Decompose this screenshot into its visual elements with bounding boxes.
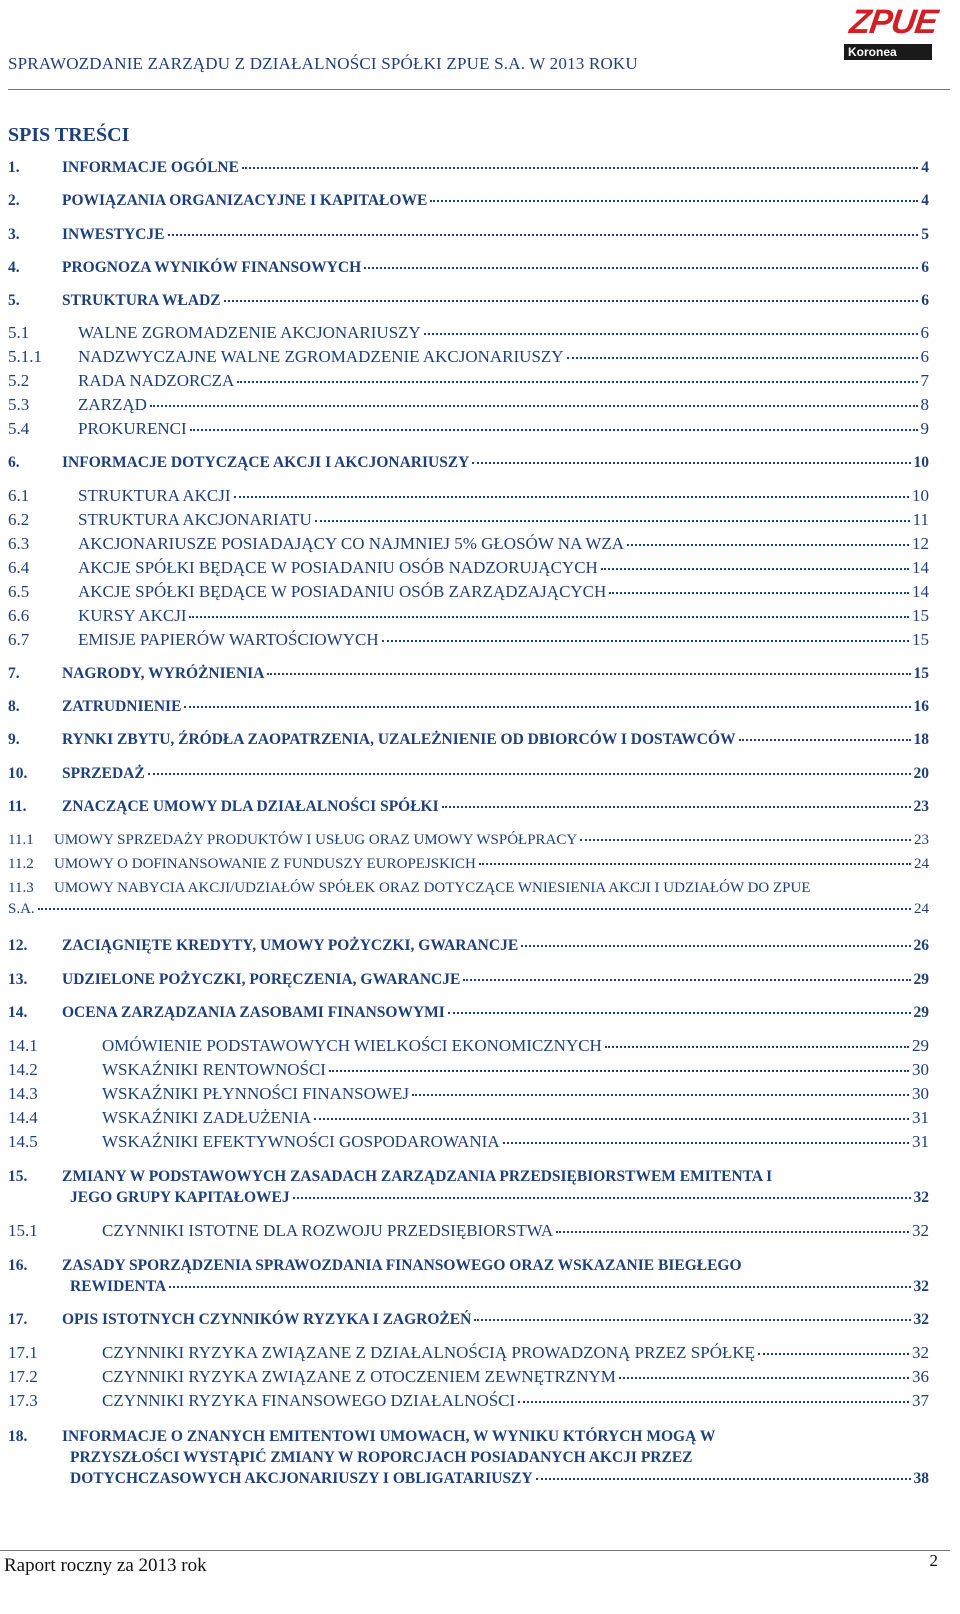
toc-entry-number: 11.3 <box>8 880 34 896</box>
toc-entry-label: JEGO GRUPY KAPITAŁOWEJ <box>70 1189 290 1206</box>
toc-entry-page: 23 <box>913 798 929 815</box>
footer-page-number: 2 <box>929 1551 938 1570</box>
toc-dot-leader <box>567 356 918 359</box>
toc-entry-number: 4. <box>8 259 20 276</box>
toc-entry-number: 6.2 <box>8 510 30 529</box>
koronea-logo-band <box>844 44 932 60</box>
toc-dot-leader <box>463 978 910 981</box>
toc-entry[interactable] <box>8 225 929 245</box>
toc-dot-leader <box>293 1196 911 1199</box>
toc-entry-page: 7 <box>920 371 929 390</box>
toc-dot-leader <box>224 299 919 302</box>
toc-entry-number: 5.4 <box>8 419 30 438</box>
toc-entry-number: 11.2 <box>8 856 34 872</box>
toc-entry-page: 32 <box>913 1189 929 1206</box>
toc-entry-page: 24 <box>914 856 929 872</box>
toc-entry-label: OCENA ZARZĄDZANIA ZASOBAMI FINANSOWYMI <box>62 1004 445 1021</box>
toc-title: SPIS TREŚCI <box>8 124 130 146</box>
toc-entry-label: UDZIELONE POŻYCZKI, PORĘCZENIA, GWARANCJE <box>62 971 461 988</box>
toc-entry-page: 26 <box>913 937 929 954</box>
toc-entry-page: 9 <box>920 419 929 438</box>
toc-entry[interactable] <box>8 1221 929 1241</box>
toc-entry-page: 31 <box>912 1108 929 1127</box>
toc-entry-number: 14.3 <box>8 1084 38 1103</box>
toc-entry-label-line <box>62 1255 929 1276</box>
toc-dot-leader <box>448 1011 911 1014</box>
toc-dot-leader <box>150 404 918 407</box>
toc-entry-label: CZYNNIKI ISTOTNE DLA ROZWOJU PRZEDSIĘBIORSTWA <box>102 1221 554 1240</box>
toc-entry[interactable] <box>8 1310 929 1330</box>
toc-entry-number: 5.2 <box>8 371 30 390</box>
toc-entry-page: 8 <box>920 395 929 414</box>
toc-entry-label-line <box>54 878 929 899</box>
toc-entry-number: 17.3 <box>8 1391 38 1410</box>
toc-entry-label: KURSY AKCJI <box>78 606 187 625</box>
toc-entry-label: PROKURENCI <box>78 419 187 438</box>
toc-entry-number: 6.5 <box>8 582 30 601</box>
toc-entry-number: 15. <box>8 1168 28 1185</box>
toc-entry[interactable] <box>8 1003 929 1023</box>
toc-entry[interactable] <box>8 347 929 367</box>
toc-entry-page: 37 <box>912 1391 929 1410</box>
toc-entry-label: CZYNNIKI RYZYKA FINANSOWEGO DZIAŁALNOŚCI <box>102 1391 516 1410</box>
toc-entry-label: WSKAŹNIKI PŁYNNOŚCI FINANSOWEJ <box>102 1084 409 1103</box>
toc-entry-page: 29 <box>913 1004 929 1021</box>
toc-entry-number: 8. <box>8 698 20 715</box>
toc-dot-leader <box>609 591 909 594</box>
toc-entry-label: ZARZĄD <box>78 395 147 414</box>
toc-entry[interactable] <box>8 258 929 278</box>
toc-entry-label: RYNKI ZBYTU, ŹRÓDŁA ZAOPATRZENIA, UZALEŻNIENIE OD DBIORCÓW I DOSTAWCÓW <box>62 731 736 748</box>
toc-entry-label: SPRZEDAŻ <box>62 765 145 782</box>
toc-entry-page: 16 <box>913 698 929 715</box>
toc-entry-page: 14 <box>912 558 929 577</box>
toc-entry-page: 10 <box>913 454 929 471</box>
toc-entry-lines <box>62 1426 929 1489</box>
toc-entry-number: 15.1 <box>8 1221 38 1240</box>
toc-entry-number: 2. <box>8 192 20 209</box>
toc-dot-leader <box>518 1400 909 1403</box>
toc-entry[interactable] <box>8 486 929 506</box>
toc-entry-label: S.A. <box>8 901 35 917</box>
toc-dot-leader <box>382 639 909 642</box>
toc-dot-leader <box>619 1376 909 1379</box>
toc-entry-label-line <box>8 899 929 920</box>
toc-entry-label: WSKAŹNIKI ZADŁUŻENIA <box>102 1108 312 1127</box>
toc-entry-number: 11.1 <box>8 832 34 848</box>
toc-dot-leader <box>479 862 911 865</box>
toc-entry-number: 14.2 <box>8 1060 38 1079</box>
toc-entry[interactable] <box>8 797 929 817</box>
toc-entry-number: 6.1 <box>8 486 30 505</box>
toc-entry-label: ZATRUDNIENIE <box>62 698 182 715</box>
toc-dot-leader <box>38 907 911 910</box>
toc-entry-number: 14.5 <box>8 1132 38 1151</box>
toc-entry-label-line <box>70 1276 929 1297</box>
toc-dot-leader <box>190 428 918 431</box>
toc-entry-label: PRZYSZŁOŚCI WYSTĄPIĆ ZMIANY W ROPORCJACH POSIADANYCH AKCJI PRZEZ <box>70 1449 693 1466</box>
toc-entry-number: 14.1 <box>8 1036 38 1055</box>
toc-entry-page: 30 <box>912 1060 929 1079</box>
zpue-logo-mark: ZPUE <box>847 3 940 41</box>
toc-dot-leader <box>521 944 910 947</box>
toc-dot-leader <box>148 772 911 775</box>
toc-entry-page: 6 <box>921 292 929 309</box>
toc-entry-page: 15 <box>912 606 929 625</box>
toc-dot-leader <box>739 738 911 741</box>
toc-entry-label: NADZWYCZAJNE WALNE ZGROMADZENIE AKCJONARIUSZY <box>78 347 564 366</box>
toc-entry-lines <box>62 1166 929 1208</box>
toc-entry-page: 30 <box>912 1084 929 1103</box>
toc-entry-number: 6.7 <box>8 630 30 649</box>
toc-dot-leader <box>242 166 918 169</box>
toc-entry[interactable] <box>8 582 929 602</box>
toc-entry-number: 5.1 <box>8 323 30 342</box>
toc-entry-label: STRUKTURA AKCJI <box>78 486 231 505</box>
toc-entry-page: 31 <box>912 1132 929 1151</box>
toc-entry[interactable] <box>8 1391 929 1411</box>
toc-dot-leader <box>315 519 910 522</box>
toc-entry-number: 16. <box>8 1257 28 1274</box>
toc-entry-label: DOTYCHCZASOWYCH AKCJONARIUSZY I OBLIGATARIUSZY <box>70 1470 533 1487</box>
toc-entry-number: 13. <box>8 971 28 988</box>
toc-entry-label: INFORMACJE OGÓLNE <box>62 159 239 176</box>
toc-entry-number: 18. <box>8 1428 28 1445</box>
toc-entry-label: CZYNNIKI RYZYKA ZWIĄZANE Z DZIAŁALNOŚCIĄ PROWADZONĄ PRZEZ SPÓŁKĘ <box>102 1343 756 1362</box>
toc-entry-label: AKCJE SPÓŁKI BĘDĄCE W POSIADANIU OSÓB ZARZĄDZAJĄCYCH <box>78 582 607 601</box>
toc-entry-number: 17.2 <box>8 1367 38 1386</box>
toc-entry[interactable] <box>8 395 929 415</box>
toc-entry-label-line <box>70 1468 929 1489</box>
toc-entry-label: REWIDENTA <box>70 1278 167 1295</box>
toc-dot-leader <box>237 380 917 383</box>
zpue-logo <box>842 2 940 62</box>
toc-entry-label: NAGRODY, WYRÓŻNIENIA <box>62 665 265 682</box>
toc-entry-label: WSKAŹNIKI RENTOWNOŚCI <box>102 1060 326 1079</box>
toc-dot-leader <box>580 838 911 841</box>
toc-entry-label: ZACIĄGNIĘTE KREDYTY, UMOWY POŻYCZKI, GWARANCJE <box>62 937 519 954</box>
toc-entry-lines <box>62 1255 929 1297</box>
toc-entry-label: ZMIANY W PODSTAWOWYCH ZASADACH ZARZĄDZANIA PRZEDSIĘBIORSTWEM EMITENTA I <box>62 1168 773 1185</box>
toc-entry[interactable] <box>8 730 929 750</box>
toc-dot-leader <box>412 1093 909 1096</box>
toc-entry-page: 4 <box>921 159 929 176</box>
toc-dot-leader <box>503 1141 909 1144</box>
toc-entry-number: 6.4 <box>8 558 30 577</box>
toc-entry-page: 20 <box>913 765 929 782</box>
toc-entry-label: UMOWY SPRZEDAŻY PRODUKTÓW I USŁUG ORAZ UMOWY WSPÓŁPRACY <box>54 832 578 848</box>
toc-entry-label: WALNE ZGROMADZENIE AKCJONARIUSZY <box>78 323 421 342</box>
toc-entry-number: 11. <box>8 798 27 815</box>
toc-entry-label: STRUKTURA WŁADZ <box>62 292 221 309</box>
toc-entry-label-line <box>70 1447 929 1468</box>
toc-entry-page: 6 <box>920 323 929 342</box>
toc-entry[interactable] <box>8 606 929 626</box>
toc-entry-page: 11 <box>912 510 929 529</box>
toc-entry[interactable] <box>8 830 929 850</box>
toc-entry[interactable] <box>8 323 929 343</box>
toc-entry[interactable] <box>8 1084 929 1104</box>
report-header-title: SPRAWOZDANIE ZARZĄDU Z DZIAŁALNOŚCI SPÓŁKI ZPUE S.A. W 2013 ROKU <box>8 54 638 73</box>
toc-entry-label: INFORMACJE DOTYCZĄCE AKCJI I AKCJONARIUSZY <box>62 454 470 471</box>
toc-entry[interactable] <box>8 1108 929 1128</box>
toc-entry-label-line <box>62 1166 929 1187</box>
toc-dot-leader <box>234 495 909 498</box>
toc-entry-lines <box>8 878 929 920</box>
header-divider <box>8 89 950 90</box>
toc-entry-page: 29 <box>912 1036 929 1055</box>
toc-entry-label: UMOWY NABYCIA AKCJI/UDZIAŁÓW SPÓŁEK ORAZ DOTYCZĄCE WNIESIENIA AKCJI I UDZIAŁÓW DO ZPUE <box>54 880 811 896</box>
toc-entry-label: WSKAŹNIKI EFEKTYWNOŚCI GOSPODAROWANIA <box>102 1132 500 1151</box>
toc-entry-label: ZNACZĄCE UMOWY DLA DZIAŁALNOŚCI SPÓŁKI <box>62 798 439 815</box>
toc-entry[interactable] <box>8 158 929 178</box>
toc-entry-page: 6 <box>920 347 929 366</box>
toc-entry-page: 14 <box>912 582 929 601</box>
toc-entry[interactable] <box>8 664 929 684</box>
toc-entry-number: 1. <box>8 159 20 176</box>
toc-entry-number: 3. <box>8 226 20 243</box>
toc-entry-number: 6.6 <box>8 606 30 625</box>
toc-entry-number: 14. <box>8 1004 28 1021</box>
toc-dot-leader <box>605 1045 909 1048</box>
toc-dot-leader <box>314 1117 909 1120</box>
toc-entry-number: 17. <box>8 1311 28 1328</box>
toc-entry-label-line <box>62 1426 929 1447</box>
toc-dot-leader <box>189 615 909 618</box>
toc-entry-number: 7. <box>8 665 20 682</box>
toc-entry-label: ZASADY SPORZĄDZENIA SPRAWOZDANIA FINANSOWEGO ORAZ WSKAZANIE BIEGŁEGO <box>62 1257 742 1274</box>
toc-dot-leader <box>758 1352 909 1355</box>
toc-entry-label: PROGNOZA WYNIKÓW FINANSOWYCH <box>62 259 362 276</box>
toc-entry-page: 24 <box>914 901 929 917</box>
toc-entry-label: EMISJE PAPIERÓW WARTOŚCIOWYCH <box>78 630 379 649</box>
toc-entry-number: 12. <box>8 937 28 954</box>
toc-entry-page: 4 <box>921 192 929 209</box>
toc-entry-page: 15 <box>912 630 929 649</box>
toc-entry-page: 32 <box>912 1343 929 1362</box>
toc-dot-leader <box>474 1318 910 1321</box>
toc-entry-label-line <box>70 1187 929 1208</box>
toc-dot-leader <box>442 805 911 808</box>
toc-entry[interactable] <box>8 291 929 311</box>
toc-dot-leader <box>168 233 919 236</box>
toc-dot-leader <box>184 705 910 708</box>
toc-entry[interactable] <box>8 510 929 530</box>
toc-entry-page: 18 <box>913 731 929 748</box>
toc-entry-page: 10 <box>912 486 929 505</box>
toc-dot-leader <box>424 332 918 335</box>
toc-dot-leader <box>430 199 918 202</box>
toc-entry-page: 38 <box>913 1470 929 1487</box>
toc-entry-page: 6 <box>921 259 929 276</box>
footer-divider <box>0 1550 950 1551</box>
toc-entry-number: 5.3 <box>8 395 30 414</box>
toc-entry-label: RADA NADZORCZA <box>78 371 235 390</box>
toc-entry-label: UMOWY O DOFINANSOWANIE Z FUNDUSZY EUROPEJSKICH <box>54 856 476 872</box>
toc-dot-leader <box>556 1230 909 1233</box>
toc-entry-number: 10. <box>8 765 28 782</box>
toc-entry-page: 15 <box>913 665 929 682</box>
toc-dot-leader <box>169 1285 910 1288</box>
toc-entry[interactable] <box>8 558 929 578</box>
toc-entry-number: 6. <box>8 454 20 471</box>
toc-entry[interactable] <box>8 630 929 650</box>
toc-entry[interactable] <box>8 191 929 211</box>
toc-entry[interactable] <box>8 970 929 990</box>
toc-entry[interactable] <box>8 371 929 391</box>
toc-entry[interactable] <box>8 764 929 784</box>
toc-entry-label: INWESTYCJE <box>62 226 165 243</box>
toc-entry-number: 9. <box>8 731 20 748</box>
toc-entry[interactable] <box>8 1060 929 1080</box>
toc-entry-page: 32 <box>912 1221 929 1240</box>
toc-entry[interactable] <box>8 1036 929 1056</box>
toc-dot-leader <box>267 672 910 675</box>
toc-entry-label: AKCJONARIUSZE POSIADAJĄCY CO NAJMNIEJ 5% GŁOSÓW NA WZA <box>78 534 625 553</box>
toc-dot-leader <box>601 567 909 570</box>
toc-entry-page: 32 <box>913 1278 929 1295</box>
toc-entry[interactable] <box>8 534 929 554</box>
toc-entry[interactable] <box>8 936 929 956</box>
toc-entry[interactable] <box>8 419 929 439</box>
toc-entry-label: INFORMACJE O ZNANYCH EMITENTOWI UMOWACH, W WYNIKU KTÓRYCH MOGĄ W <box>62 1428 716 1445</box>
footer-report-label: Raport roczny za 2013 rok <box>4 1555 207 1576</box>
toc-dot-leader <box>472 461 910 464</box>
toc-entry[interactable] <box>8 697 929 717</box>
toc-dot-leader <box>329 1069 909 1072</box>
toc-entry-page: 5 <box>921 226 929 243</box>
toc-entry-number: 5.1.1 <box>8 347 42 366</box>
toc-entry-page: 36 <box>912 1367 929 1386</box>
toc-entry-number: 14.4 <box>8 1108 38 1127</box>
toc-entry-page: 29 <box>913 971 929 988</box>
toc-entry-label: AKCJE SPÓŁKI BĘDĄCE W POSIADANIU OSÓB NADZORUJĄCYCH <box>78 558 598 577</box>
toc-entry[interactable] <box>8 1132 929 1152</box>
toc-dot-leader <box>627 543 909 546</box>
toc-entry[interactable] <box>8 1367 929 1387</box>
toc-dot-leader <box>364 266 918 269</box>
toc-entry-page: 23 <box>914 832 929 848</box>
toc-entry-page: 32 <box>913 1311 929 1328</box>
toc-entry[interactable] <box>8 1343 929 1363</box>
koronea-label: Koronea <box>848 45 897 59</box>
toc-entry-label: STRUKTURA AKCJONARIATU <box>78 510 312 529</box>
toc-entry[interactable] <box>8 854 929 874</box>
toc-entry-label: OMÓWIENIE PODSTAWOWYCH WIELKOŚCI EKONOMICZNYCH <box>102 1036 602 1055</box>
toc-entry-number: 6.3 <box>8 534 30 553</box>
toc-entry-label: OPIS ISTOTNYCH CZYNNIKÓW RYZYKA I ZAGROŻEŃ <box>62 1311 472 1328</box>
toc-entry-number: 5. <box>8 292 20 309</box>
toc-entry-page: 12 <box>912 534 929 553</box>
toc-entry-label: CZYNNIKI RYZYKA ZWIĄZANE Z OTOCZENIEM ZEWNĘTRZNYM <box>102 1367 616 1386</box>
toc-entry[interactable] <box>8 453 929 473</box>
toc-dot-leader <box>536 1477 911 1480</box>
toc-entry-number: 17.1 <box>8 1343 38 1362</box>
toc-entry-label: POWIĄZANIA ORGANIZACYJNE I KAPITAŁOWE <box>62 192 428 209</box>
